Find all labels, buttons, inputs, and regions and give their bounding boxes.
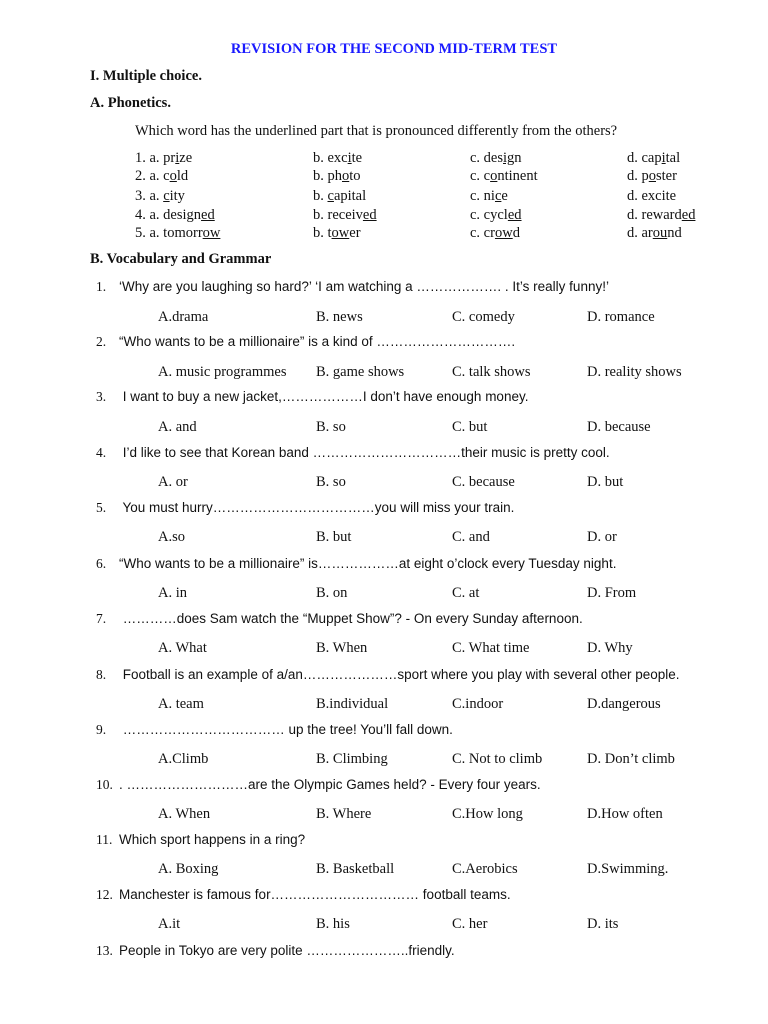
answer-options <box>0 861 768 881</box>
answer-option[interactable]: C. Not to climb <box>452 751 543 767</box>
answer-option[interactable]: A.Climb <box>158 751 209 767</box>
question-text: I’d like to see that Korean band ……………………………their music is pretty cool. <box>119 445 610 460</box>
answer-option[interactable]: D. but <box>587 474 624 490</box>
phonetics-row <box>135 168 755 186</box>
answer-options <box>0 585 768 605</box>
phonetics-option <box>313 150 362 167</box>
phonetics-option <box>313 168 361 185</box>
phonetics-option <box>313 188 366 205</box>
section-heading-vocabulary-grammar: B. Vocabulary and Grammar <box>90 251 272 267</box>
answer-option[interactable]: D. romance <box>587 309 655 325</box>
phonetics-option <box>135 168 188 185</box>
question-9 <box>96 722 453 738</box>
word-suffix: ntinent <box>497 168 538 184</box>
answer-option[interactable]: A. When <box>158 806 211 822</box>
answer-option[interactable]: C.Aerobics <box>452 861 518 877</box>
answer-option[interactable]: B. When <box>316 640 368 656</box>
answer-option[interactable]: B. Climbing <box>316 751 388 767</box>
word-suffix: e <box>501 188 508 204</box>
word-prefix: b. t <box>313 225 332 241</box>
answer-option[interactable]: D. reality shows <box>587 364 682 380</box>
phonetics-option <box>135 188 185 205</box>
phonetics-option <box>135 225 220 242</box>
underlined-sound: ow <box>202 225 221 241</box>
answer-option[interactable]: C.indoor <box>452 696 504 712</box>
phonetics-option <box>627 207 695 224</box>
question-number: 12. <box>96 887 113 902</box>
word-prefix: d. p <box>627 168 649 184</box>
underlined-sound: i <box>347 150 352 166</box>
question-4 <box>96 445 610 461</box>
word-prefix: 1. a. pr <box>135 150 176 166</box>
underlined-sound: i <box>175 150 180 166</box>
answer-options <box>0 364 768 384</box>
word-prefix: d. cap <box>627 150 662 166</box>
answer-option[interactable]: B. news <box>316 309 363 325</box>
word-prefix: 5. a. tomorr <box>135 225 203 241</box>
answer-option[interactable]: B. Basketball <box>316 861 395 877</box>
answer-option[interactable]: C. comedy <box>452 309 515 325</box>
section-heading-multiple-choice: I. Multiple choice. <box>90 68 202 84</box>
phonetics-option <box>470 225 520 242</box>
question-text: “Who wants to be a millionaire” is………………at eight o’clock every Tuesday night. <box>119 556 617 571</box>
underlined-sound: ig <box>503 150 515 166</box>
answer-option[interactable]: B. on <box>316 585 348 601</box>
question-2 <box>96 334 515 350</box>
phonetics-instruction: Which word has the underlined part that is pronounced differently from the others? <box>135 123 618 139</box>
question-number: 4. <box>96 445 107 460</box>
question-6 <box>96 556 616 572</box>
answer-option[interactable]: D. Why <box>587 640 633 656</box>
answer-options <box>0 309 768 329</box>
phonetics-row <box>135 188 755 206</box>
word-prefix: c. ni <box>470 188 495 204</box>
question-number: 13. <box>96 943 113 958</box>
answer-options <box>0 419 768 439</box>
word-prefix: b. <box>313 188 328 204</box>
word-suffix: er <box>349 225 361 241</box>
word-suffix: to <box>349 168 361 184</box>
underlined-sound: ed <box>681 207 696 223</box>
answer-option[interactable]: D. From <box>587 585 637 601</box>
answer-option[interactable]: B. but <box>316 529 352 545</box>
answer-option[interactable]: D.dangerous <box>587 696 661 712</box>
phonetics-option <box>470 168 538 185</box>
question-number: 9. <box>96 722 107 737</box>
answer-option[interactable]: B.individual <box>316 696 389 712</box>
answer-options <box>0 751 768 771</box>
answer-options <box>0 474 768 494</box>
answer-option[interactable]: A. What <box>158 640 207 656</box>
answer-option[interactable]: A. music programmes <box>158 364 287 380</box>
phonetics-option <box>470 188 508 205</box>
underlined-sound: ed <box>201 207 215 223</box>
question-text: Football is an example of a/an…………………sport where you play with several other people. <box>119 667 680 682</box>
word-prefix: d. excite <box>627 188 677 204</box>
question-5 <box>96 500 514 516</box>
question-11 <box>96 832 305 848</box>
answer-option[interactable]: C. her <box>452 916 488 932</box>
phonetics-option <box>627 188 676 205</box>
word-suffix: tal <box>665 150 681 166</box>
underlined-sound: ow <box>331 225 350 241</box>
answer-option[interactable]: A. in <box>158 585 187 601</box>
underlined-sound: o <box>490 168 498 184</box>
question-text: You must hurry………………………………you will miss your train. <box>119 500 515 515</box>
phonetics-option <box>313 207 377 224</box>
question-text: ……………………………… up the tree! You’ll fall down. <box>119 722 453 737</box>
answer-option[interactable]: B. game shows <box>316 364 405 380</box>
word-prefix: c. c <box>470 168 491 184</box>
answer-options <box>0 806 768 826</box>
answer-option[interactable]: D. Don’t climb <box>587 751 675 767</box>
phonetics-option <box>627 225 682 242</box>
phonetics-row <box>135 225 755 243</box>
answer-options <box>0 696 768 716</box>
underlined-sound: c <box>163 188 170 204</box>
answer-options <box>0 529 768 549</box>
answer-option[interactable]: A.drama <box>158 309 209 325</box>
answer-option[interactable]: D.How often <box>587 806 663 822</box>
page-title: REVISION FOR THE SECOND MID-TERM TEST <box>230 41 558 57</box>
question-text: ‘Why are you laughing so hard?’ ‘I am watching a ………………. . It’s really funny!’ <box>119 279 609 294</box>
underlined-sound: ed <box>507 207 522 223</box>
word-prefix: b. ph <box>313 168 342 184</box>
underlined-sound: ed <box>362 207 377 223</box>
phonetics-option <box>627 168 677 185</box>
answer-option[interactable]: C. What time <box>452 640 530 656</box>
section-heading-phonetics: A. Phonetics. <box>90 95 171 111</box>
question-number: 10. <box>96 777 113 792</box>
word-prefix: b. receiv <box>313 207 363 223</box>
word-suffix: ze <box>179 150 193 166</box>
answer-option[interactable]: C. talk shows <box>452 364 531 380</box>
answer-option[interactable]: B. his <box>316 916 350 932</box>
word-suffix: nd <box>667 225 682 241</box>
phonetics-option <box>470 207 522 224</box>
question-text: People in Tokyo are very polite …………………..friendly. <box>119 943 455 958</box>
question-7 <box>96 611 583 627</box>
underlined-sound: o <box>648 168 656 184</box>
phonetics-option <box>313 225 361 242</box>
answer-option[interactable]: D. or <box>587 529 617 545</box>
question-text: “Who wants to be a millionaire” is a kind of …………………………. <box>119 334 516 349</box>
answer-option[interactable]: A. team <box>158 696 204 712</box>
word-prefix: d. reward <box>627 207 682 223</box>
word-prefix: c. des <box>470 150 504 166</box>
phonetics-option <box>135 207 215 224</box>
answer-option[interactable]: A.it <box>158 916 181 932</box>
phonetics-option <box>470 150 522 167</box>
question-text: I want to buy a new jacket,………………I don’t have enough money. <box>119 389 529 404</box>
phonetics-row <box>135 207 755 225</box>
answer-option[interactable]: C. at <box>452 585 480 601</box>
word-suffix: te <box>351 150 363 166</box>
word-suffix: d <box>512 225 520 241</box>
answer-option[interactable]: D. its <box>587 916 619 932</box>
word-suffix: n <box>514 150 522 166</box>
question-text: …………does Sam watch the “Muppet Show”? - On every Sunday afternoon. <box>119 611 583 626</box>
question-text: . ………………………are the Olympic Games held? - Every four years. <box>119 777 541 792</box>
question-3 <box>96 389 528 405</box>
answer-option[interactable]: D. because <box>587 419 651 435</box>
answer-options <box>0 640 768 660</box>
underlined-sound: c <box>327 188 334 204</box>
question-12 <box>96 887 511 903</box>
underlined-sound: o <box>342 168 350 184</box>
answer-option[interactable]: A.so <box>158 529 185 545</box>
word-prefix: 3. a. <box>135 188 164 204</box>
word-prefix: c. cr <box>470 225 495 241</box>
underlined-sound: c <box>494 188 502 204</box>
question-number: 7. <box>96 611 107 626</box>
underlined-sound: i <box>661 150 666 166</box>
word-prefix: 2. a. c <box>135 168 170 184</box>
answer-option[interactable]: B. Where <box>316 806 372 822</box>
question-number: 5. <box>96 500 107 515</box>
answer-option[interactable]: C.How long <box>452 806 523 822</box>
word-prefix: b. exc <box>313 150 348 166</box>
phonetics-option <box>627 150 680 167</box>
answer-option[interactable]: C. and <box>452 529 490 545</box>
question-text: Which sport happens in a ring? <box>119 832 306 847</box>
question-1 <box>96 279 609 295</box>
underlined-sound: o <box>169 168 177 184</box>
word-prefix: d. ar <box>627 225 653 241</box>
question-number: 1. <box>96 279 107 294</box>
question-10 <box>96 777 541 793</box>
question-text: Manchester is famous for…………………………… football teams. <box>119 887 511 902</box>
question-number: 11. <box>96 832 113 847</box>
answer-option[interactable]: B. so <box>316 419 346 435</box>
answer-option[interactable]: C. because <box>452 474 515 490</box>
underlined-sound: ou <box>652 225 668 241</box>
question-number: 6. <box>96 556 107 571</box>
word-suffix: ster <box>656 168 677 184</box>
question-13 <box>96 943 455 959</box>
word-prefix: c. cycl <box>470 207 508 223</box>
question-number: 3. <box>96 389 107 404</box>
answer-option[interactable]: B. so <box>316 474 346 490</box>
answer-option[interactable]: A. or <box>158 474 188 490</box>
answer-options <box>0 916 768 936</box>
word-suffix: apital <box>333 188 367 204</box>
question-number: 2. <box>96 334 107 349</box>
phonetics-row <box>135 150 755 168</box>
answer-option[interactable]: A. and <box>158 419 197 435</box>
question-8 <box>96 667 680 683</box>
question-number: 8. <box>96 667 107 682</box>
answer-option[interactable]: D.Swimming. <box>587 861 669 877</box>
word-suffix: ity <box>169 188 185 204</box>
underlined-sound: ow <box>494 225 513 241</box>
answer-option[interactable]: C. but <box>452 419 488 435</box>
word-prefix: 4. a. design <box>135 207 202 223</box>
phonetics-option <box>135 150 192 167</box>
word-suffix: ld <box>176 168 189 184</box>
answer-option[interactable]: A. Boxing <box>158 861 219 877</box>
